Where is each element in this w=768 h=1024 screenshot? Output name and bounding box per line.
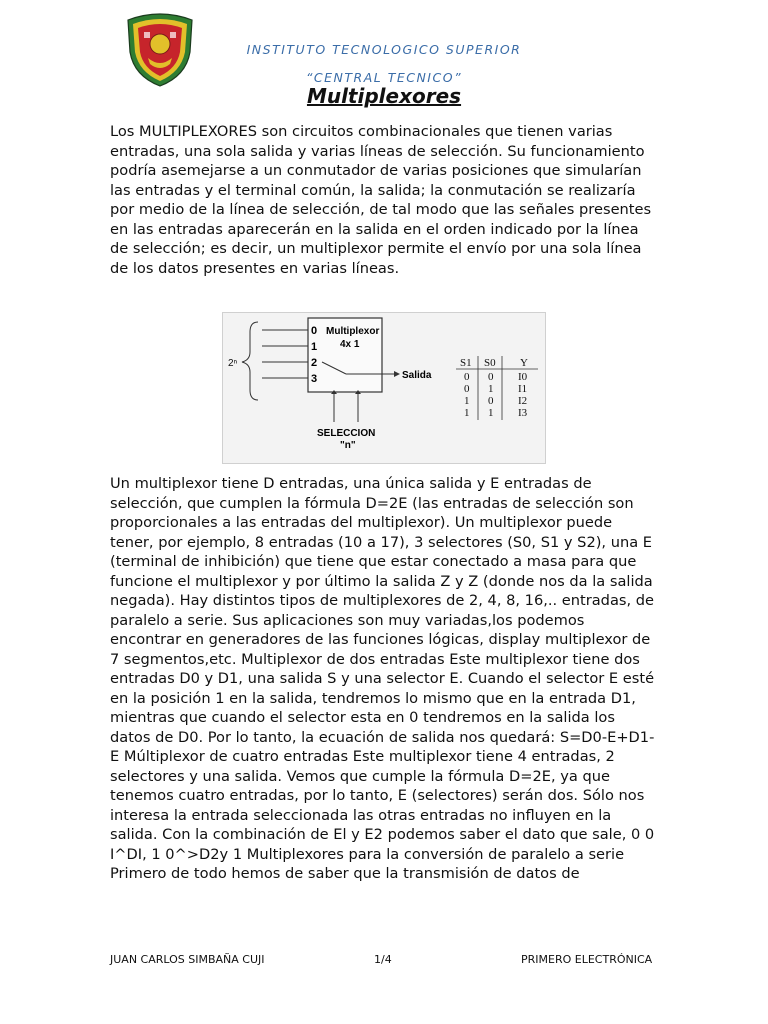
footer-course: PRIMERO ELECTRÓNICA — [521, 953, 653, 966]
output-label: Salida — [402, 370, 432, 381]
table-header-y: Y — [520, 357, 528, 369]
input-label-0: 0 — [311, 325, 318, 337]
table-cell: I3 — [518, 407, 528, 419]
table-cell: 0 — [488, 395, 494, 407]
input-label-2: 2 — [311, 357, 318, 369]
table-header-s1: S1 — [460, 357, 472, 369]
table-cell: 1 — [488, 383, 494, 395]
table-cell: 1 — [488, 407, 494, 419]
input-label-3: 3 — [311, 373, 318, 385]
institute-subtitle: “CENTRAL TECNICO” — [305, 70, 463, 85]
block-label: Multiplexor — [326, 326, 380, 337]
footer-author: JUAN CARLOS SIMBAÑA CUJI — [110, 953, 265, 966]
body-paragraph: Un multiplexor tiene D entradas, una única salida y E entradas de selección, que cumplen la fórmula D=2E (las entradas de selección son proporcionales a las entradas del multiplexor). Un multiplexor puede tener, por ejemplo, 8 entradas (10 a 17), 3 selectores (S0, S1 y S2), una E (terminal de inhibición) que tiene que estar conectado a masa para que funcione el multiplexor y por último la salida Z y Z (donde nos da la salida negada). Hay distintos tipos de multiplexores de 2, 4, 8, 16,.. entradas, de paralelo a serie. Sus aplicaciones son muy variadas,los podemos encontrar en generadores de las funciones lógicas, display multiplexor de 7 segmentos,etc. Multiplexor de dos entradas Este multiplexor tiene dos entradas D0 y D1, una salida S y una selector E. Cuando el selector E esté en la posición 1 en la salida, tendremos lo mismo que en la entrada D1, mientras que cuando el selector esta en 0 tendremos en la salida los datos de D0. Por lo tanto, la ecuación de salida nos quedará: S=D0-E+D1-E Múltiplexor de cuatro entradas Este multiplexor tiene 4 entradas, 2 selectores y una salida. Vemos que cumple la fórmula D=2E, ya que tenemos cuatro entradas, por lo tanto, E (selectores) serán dos. Sólo nos interesa la entrada seleccionada las otras entradas no influyen en la salida. Con la combinación de El y E2 podemos saber el dato que sale, 0 0 I^DI, 1 0^>D2y 1 Multiplexores para la conversión de paralelo a serie Primero de todo hemos de saber que la transmisión de datos de — [110, 475, 655, 882]
multiplexor-diagram — [222, 312, 546, 464]
table-cell: 0 — [464, 371, 470, 383]
brace-label: 2ⁿ — [228, 358, 238, 369]
intro-paragraph: Los MULTIPLEXORES son circuitos combinacionales que tienen varias entradas, una sola salida y varias líneas de selección. Su funcionamiento podría asemejarse a un conmutador de varias posiciones que simularían las entradas y el terminal común, la salida; la conmutación se realizaría por medio de la línea de selección, de tal modo que las señales presentes en las entradas aparecerán en la salida en el orden indicado por la línea de selección; es decir, un multiplexor permite el envío por una sola línea de los datos presentes en varias líneas. — [110, 123, 652, 277]
page-title: Multiplexores — [306, 84, 462, 108]
table-cell: 1 — [464, 407, 470, 419]
table-cell: 0 — [488, 371, 494, 383]
block-size: 4x 1 — [340, 339, 360, 350]
select-label: SELECCION — [317, 428, 376, 439]
table-cell: I1 — [518, 383, 528, 395]
input-label-1: 1 — [311, 341, 318, 353]
table-cell: I0 — [518, 371, 528, 383]
table-cell: 0 — [464, 383, 470, 395]
select-sublabel: "n" — [340, 440, 356, 451]
table-cell: I2 — [518, 395, 528, 407]
institute-name: INSTITUTO TECNOLOGICO SUPERIOR — [246, 42, 522, 57]
table-header-s0: S0 — [484, 357, 496, 369]
table-cell: 1 — [464, 395, 470, 407]
footer-page-number: 1/4 — [374, 953, 392, 966]
